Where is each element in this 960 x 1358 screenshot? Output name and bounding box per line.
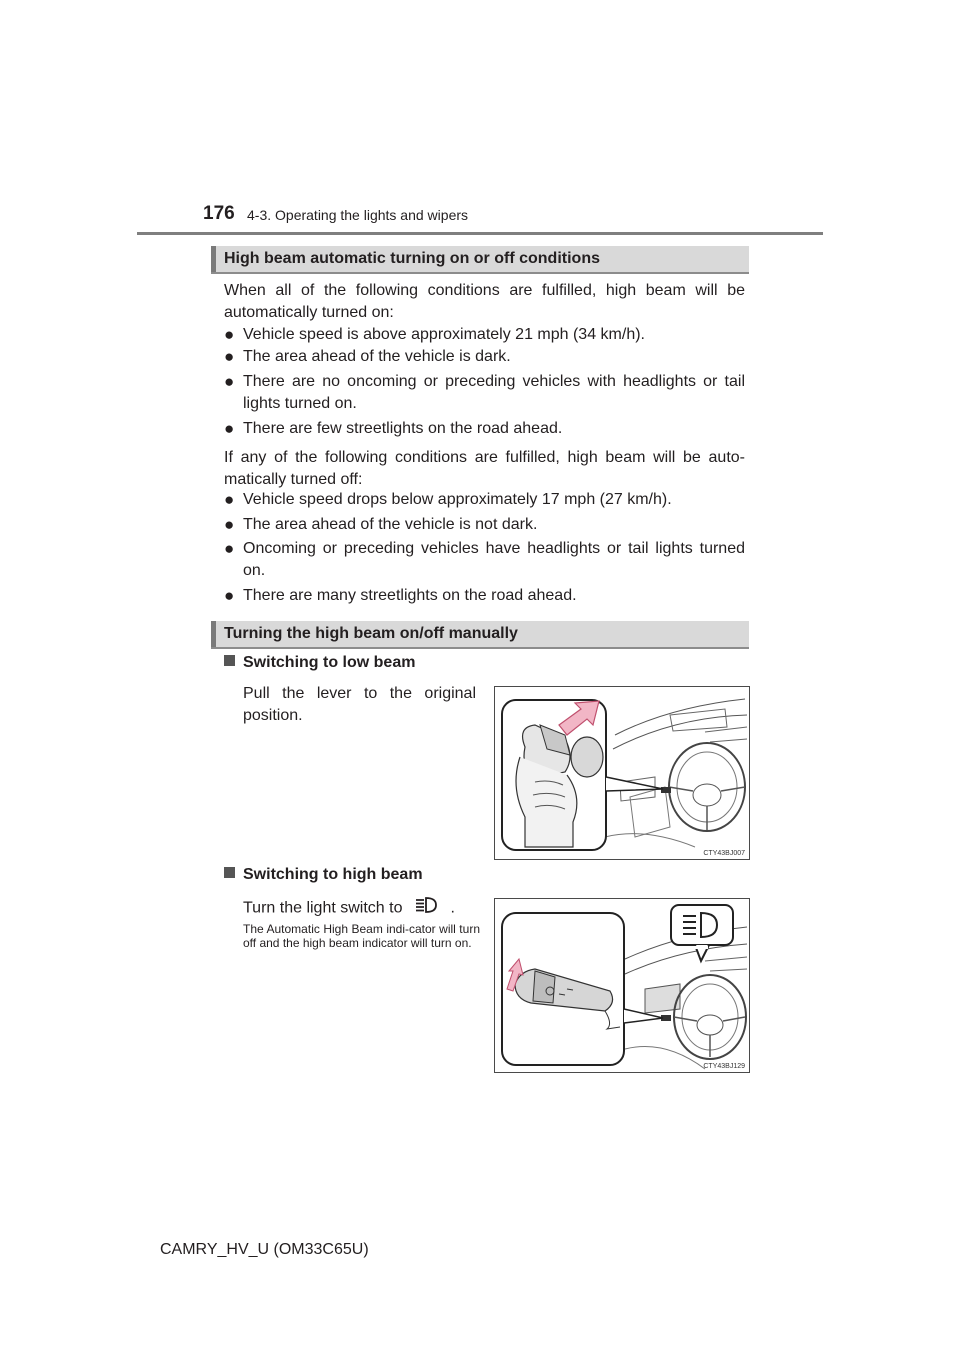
section-title: 4-3. Operating the lights and wipers <box>247 207 469 223</box>
header-divider <box>137 232 823 235</box>
auto-conditions-heading <box>211 246 749 274</box>
list-item-text: Vehicle speed drops below approximately 17 mph (27 km/h). <box>243 491 672 508</box>
list-item-text: The area ahead of the vehicle is dark. <box>243 348 511 365</box>
bullet-icon: ● <box>224 490 235 509</box>
footer-model: CAMRY_HV_U (OM33C65U) <box>160 1241 369 1258</box>
manual-heading-text: Turning the high beam on/off manually <box>224 625 518 642</box>
light-switch-illustration <box>495 899 749 1072</box>
high-beam-subheading <box>224 866 423 884</box>
list-item-text: There are no oncoming or preceding vehicles with headlights or tail lights turned on. <box>243 373 745 412</box>
list-item-text: Vehicle speed is above approximately 21 mph (34 km/h). <box>243 326 645 343</box>
high-beam-headlight-icon <box>414 895 440 922</box>
heading-marker <box>211 246 216 272</box>
square-bullet-icon <box>224 867 235 878</box>
list-item <box>224 346 745 368</box>
heading-marker <box>211 621 216 647</box>
list-item <box>224 585 745 607</box>
bullet-icon: ● <box>224 515 235 534</box>
low-beam-title: Switching to low beam <box>243 654 416 671</box>
bullet-icon: ● <box>224 372 235 391</box>
high-beam-instruction <box>243 895 455 922</box>
high-beam-figure <box>494 898 750 1073</box>
list-item-text: Oncoming or preceding vehicles have headlights or tail lights turned on. <box>243 540 745 579</box>
manual-heading <box>211 621 749 649</box>
lever-pull-illustration <box>495 687 749 859</box>
low-beam-figure <box>494 686 750 860</box>
auto-conditions-heading-text: High beam automatic turning on or off conditions <box>224 250 600 267</box>
list-item <box>224 489 745 511</box>
on-intro: When all of the following conditions are fulfilled, high beam will be automatically turned on: <box>224 282 745 321</box>
square-bullet-icon <box>224 655 235 666</box>
list-item <box>224 371 745 415</box>
list-item-text: There are few streetlights on the road ahead. <box>243 420 563 437</box>
list-item <box>224 514 745 536</box>
high-beam-text-after: . <box>450 899 455 917</box>
bullet-icon: ● <box>224 347 235 366</box>
high-beam-title: Switching to high beam <box>243 866 423 883</box>
list-item <box>224 538 745 582</box>
figure-code: CTY43BJ129 <box>703 1063 745 1070</box>
low-beam-subheading <box>224 654 415 672</box>
page-number: 176 <box>203 203 235 224</box>
bullet-icon: ● <box>224 539 235 558</box>
bullet-icon: ● <box>224 419 235 438</box>
figure-code: CTY43BJ007 <box>703 850 745 857</box>
off-intro: If any of the following conditions are fulfilled, high beam will be auto-matically turned off: <box>224 449 745 488</box>
bullet-icon: ● <box>224 586 235 605</box>
list-item-text: There are many streetlights on the road ahead. <box>243 587 577 604</box>
high-beam-text-before: Turn the light switch to <box>243 899 403 917</box>
list-item <box>224 324 745 346</box>
list-item-text: The area ahead of the vehicle is not dark. <box>243 516 538 533</box>
low-beam-text: Pull the lever to the original position. <box>243 685 476 724</box>
high-beam-note: The Automatic High Beam indi-cator will turn off and the high beam indicator will turn on. <box>243 922 480 950</box>
list-item <box>224 418 745 440</box>
bullet-icon: ● <box>224 325 235 344</box>
